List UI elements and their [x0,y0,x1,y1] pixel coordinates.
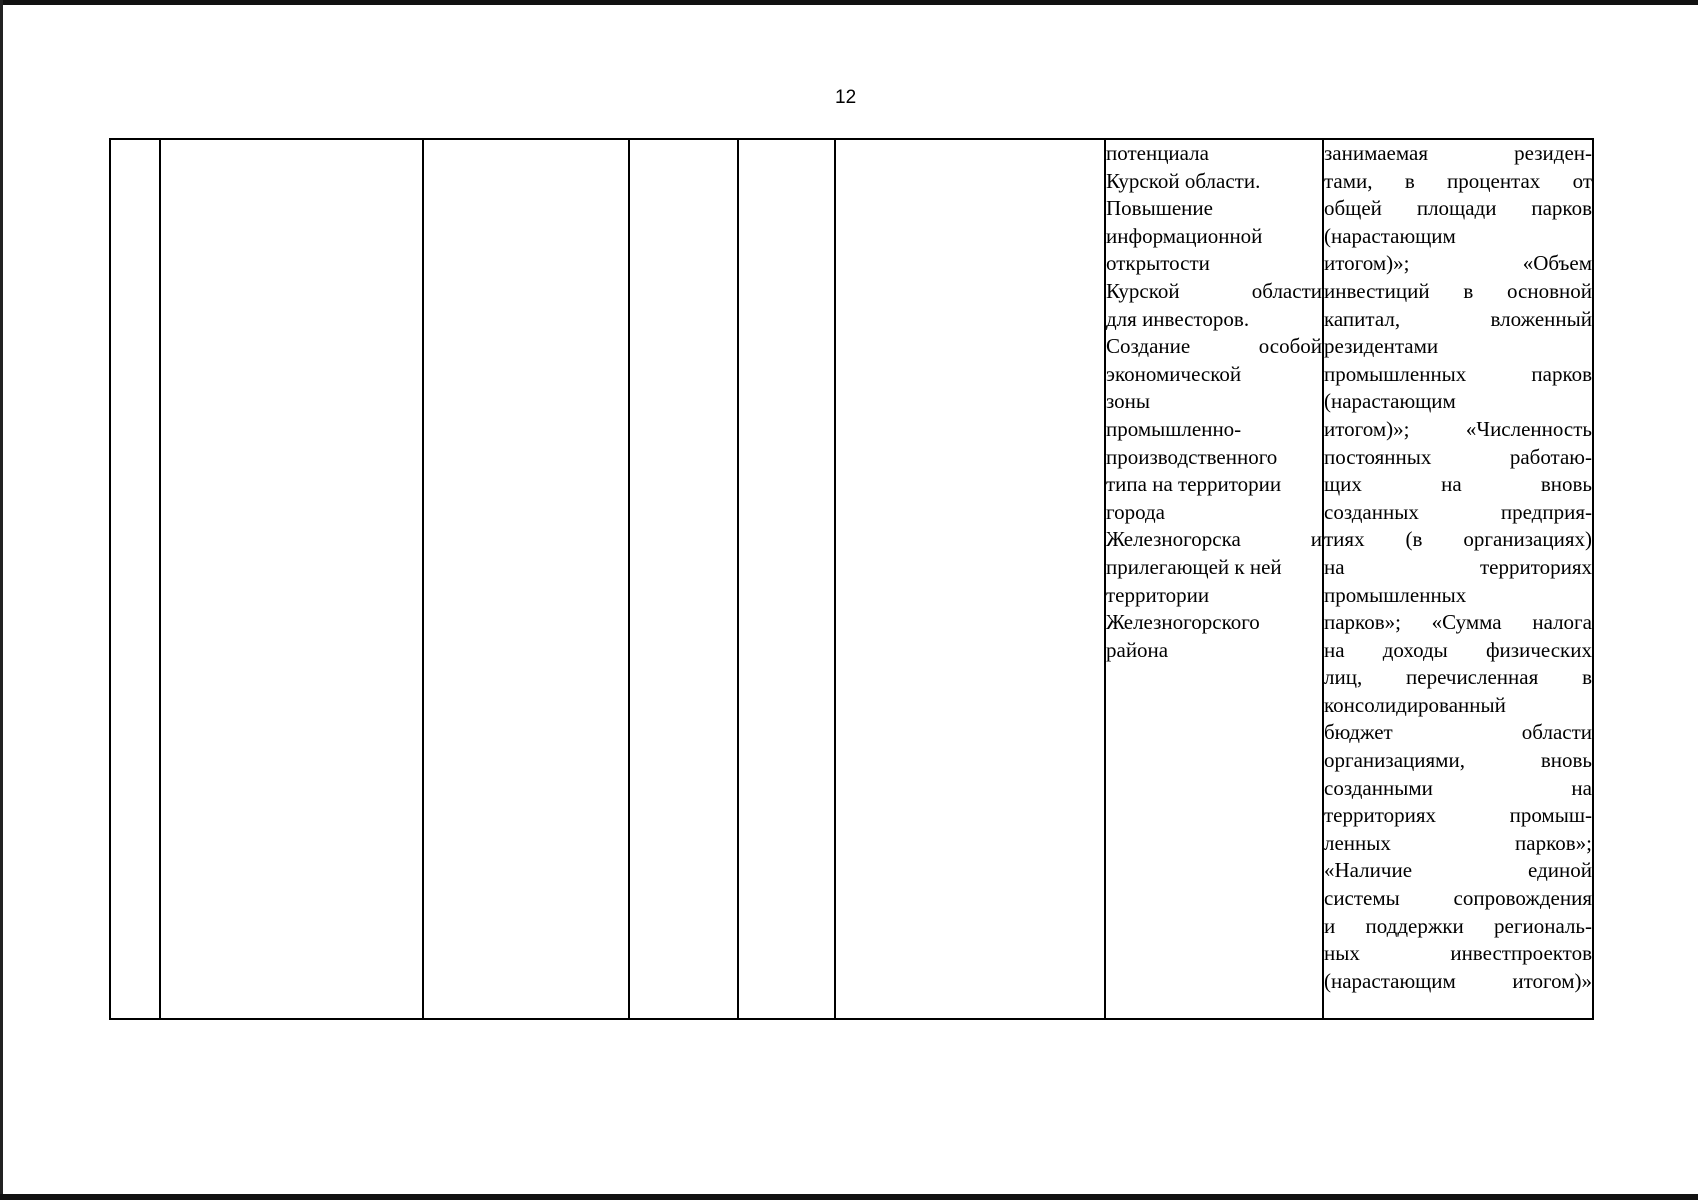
scan-edge-bottom [0,1194,1698,1200]
text-line: тами, в процентах от [1324,168,1592,193]
table-cell-col3 [423,139,629,1019]
text-line: инвестиций в основной [1324,278,1592,303]
text-line: промышленных парков [1324,361,1592,386]
text-line: на доходы физических [1324,637,1592,662]
table-cell-col1 [110,139,160,1019]
text-line: лиц, перечисленная в [1324,665,1592,690]
text-line: итогом)»; «Численность [1324,416,1592,441]
text-line: (нарастающим [1324,389,1456,414]
table-cell-col5 [738,139,835,1019]
text-line: Курской области. [1106,168,1261,193]
text-line: созданных предприя- [1324,499,1592,524]
text-line: постоянных работаю- [1324,444,1592,469]
text-line: для инвесторов. [1106,306,1250,331]
text-line: Повышение [1106,196,1213,221]
text-line: экономической [1106,361,1242,386]
text-line: бюджет области [1324,720,1592,745]
text-line: общей площади парков [1324,196,1592,221]
text-line: района [1106,637,1169,662]
text-line: Железногорска и [1106,527,1322,552]
text-line: на территориях [1324,554,1592,579]
text-line: занимаемая резиден- [1324,141,1592,165]
scan-edge-left [0,0,3,1200]
text-line: Железногорского [1106,610,1260,635]
table-cell-indicators [1323,139,1593,1019]
text-line: Курской области [1106,278,1322,303]
table-cell-col4 [629,139,738,1019]
text-line: промышленно- [1106,416,1242,441]
text-line: резидентами [1324,334,1439,359]
text-line: (нарастающим итогом)» [1324,968,1592,993]
text-line: организациями, вновь [1324,748,1592,773]
text-line: информационной [1106,223,1263,248]
text-line: парков»; «Сумма налога [1324,610,1592,635]
table-cell-col6 [835,139,1105,1019]
text-line: ных инвестпроектов [1324,941,1592,966]
text-line: территориях промыш- [1324,803,1592,828]
text-line: типа на территории [1106,472,1282,497]
table-cell-goals [1105,139,1323,1019]
text-line: города [1106,499,1165,524]
text-line: и поддержки региональ- [1324,913,1592,938]
text-line: итогом)»; «Объем [1324,251,1592,276]
table-row [110,139,1593,1019]
text-line: (нарастающим [1324,223,1456,248]
page-number: 12 [835,87,857,108]
text-line: промышленных [1324,582,1467,607]
text-line: производственного [1106,444,1278,469]
indicators-text [1324,140,1592,995]
table-cell-col2 [160,139,423,1019]
text-line: Создание особой [1106,334,1322,359]
text-line: зоны [1106,389,1151,414]
text-line: тиях (в организациях) [1324,527,1592,552]
text-line: щих на вновь [1324,472,1592,497]
text-line: консолидированный [1324,692,1506,717]
document-table [109,138,1594,1020]
text-line: «Наличие единой [1324,858,1592,883]
text-line: системы сопровождения [1324,886,1592,911]
text-line: потенциала [1106,141,1209,165]
text-line: территории [1106,582,1210,607]
goals-text [1106,140,1322,664]
text-line: прилегающей к ней [1106,554,1282,579]
text-line: капитал, вложенный [1324,306,1592,331]
scan-edge-top [0,0,1698,5]
text-line: ленных парков»; [1324,830,1592,855]
text-line: созданными на [1324,775,1592,800]
text-line: открытости [1106,251,1210,276]
